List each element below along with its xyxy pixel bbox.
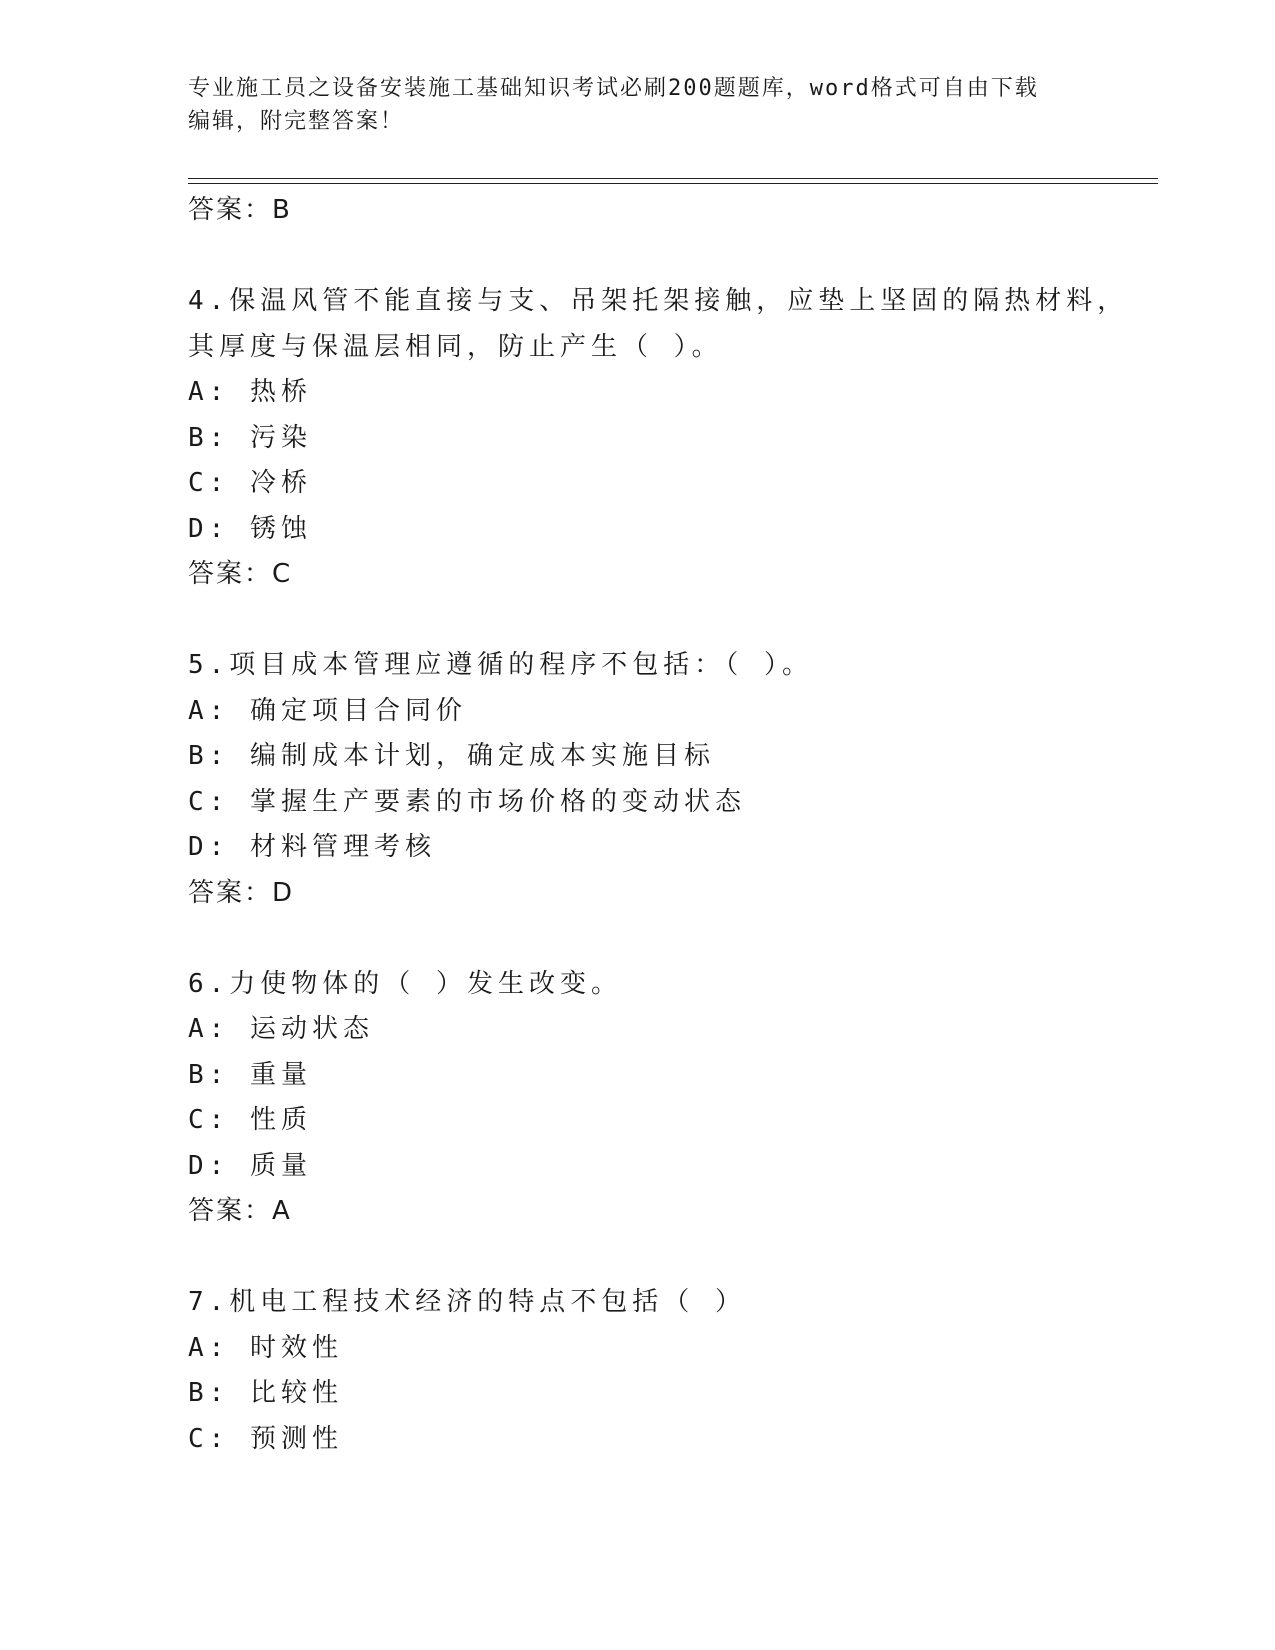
option-d: D: 锈蚀 — [188, 513, 312, 544]
option-a: A: 运动状态 — [188, 1014, 374, 1044]
document-header — [188, 72, 1088, 138]
spacer — [188, 1235, 1158, 1281]
option-c: C: 性质 — [188, 1105, 312, 1135]
option-c: C: 预测性 — [188, 1423, 343, 1454]
question-list — [188, 188, 1158, 1462]
option-b: B: 污染 — [188, 422, 312, 453]
question-stem: 5.项目成本管理应遵循的程序不包括：（ ）。 — [188, 650, 813, 680]
header-title-line-1: 专业施工员之设备安装施工基础知识考试必刷200题题库，word格式可自由下载 — [188, 76, 1039, 101]
header-divider-bottom — [188, 183, 1158, 184]
option-a: A: 热桥 — [188, 377, 312, 407]
spacer — [188, 598, 1158, 644]
option-a: A: 时效性 — [188, 1332, 343, 1363]
question-stem-continued: 其厚度与保温层相同，防止产生（ ）。 — [188, 331, 723, 362]
question-stem: 6.力使物体的（ ）发生改变。 — [188, 968, 622, 999]
option-c: C: 掌握生产要素的市场价格的变动状态 — [188, 786, 746, 817]
option-d: D: 材料管理考核 — [188, 832, 436, 862]
option-b: B: 编制成本计划，确定成本实施目标 — [188, 741, 715, 771]
spacer — [188, 234, 1158, 280]
answer-line: 答案：D — [188, 877, 295, 908]
option-c: C: 冷桥 — [188, 468, 312, 498]
question-4 — [188, 279, 1158, 598]
question-6 — [188, 962, 1158, 1235]
question-7 — [188, 1280, 1158, 1462]
header-divider-top — [188, 178, 1158, 179]
option-a: A: 确定项目合同价 — [188, 695, 467, 726]
header-title-line-2: 编辑，附完整答案！ — [188, 109, 405, 134]
option-b: B: 比较性 — [188, 1378, 343, 1408]
option-d: D: 质量 — [188, 1150, 312, 1181]
question-5 — [188, 643, 1158, 916]
answer-line: 答案：B — [188, 195, 292, 225]
spacer — [188, 916, 1158, 962]
answer-line: 答案：C — [188, 559, 293, 589]
question-stem: 4.保温风管不能直接与支、吊架托架接触，应垫上坚固的隔热材料， — [188, 286, 1129, 316]
option-b: B: 重量 — [188, 1059, 312, 1090]
answer-line: 答案：A — [188, 1196, 292, 1226]
question-stem: 7.机电工程技术经济的特点不包括（ ） — [188, 1287, 746, 1317]
